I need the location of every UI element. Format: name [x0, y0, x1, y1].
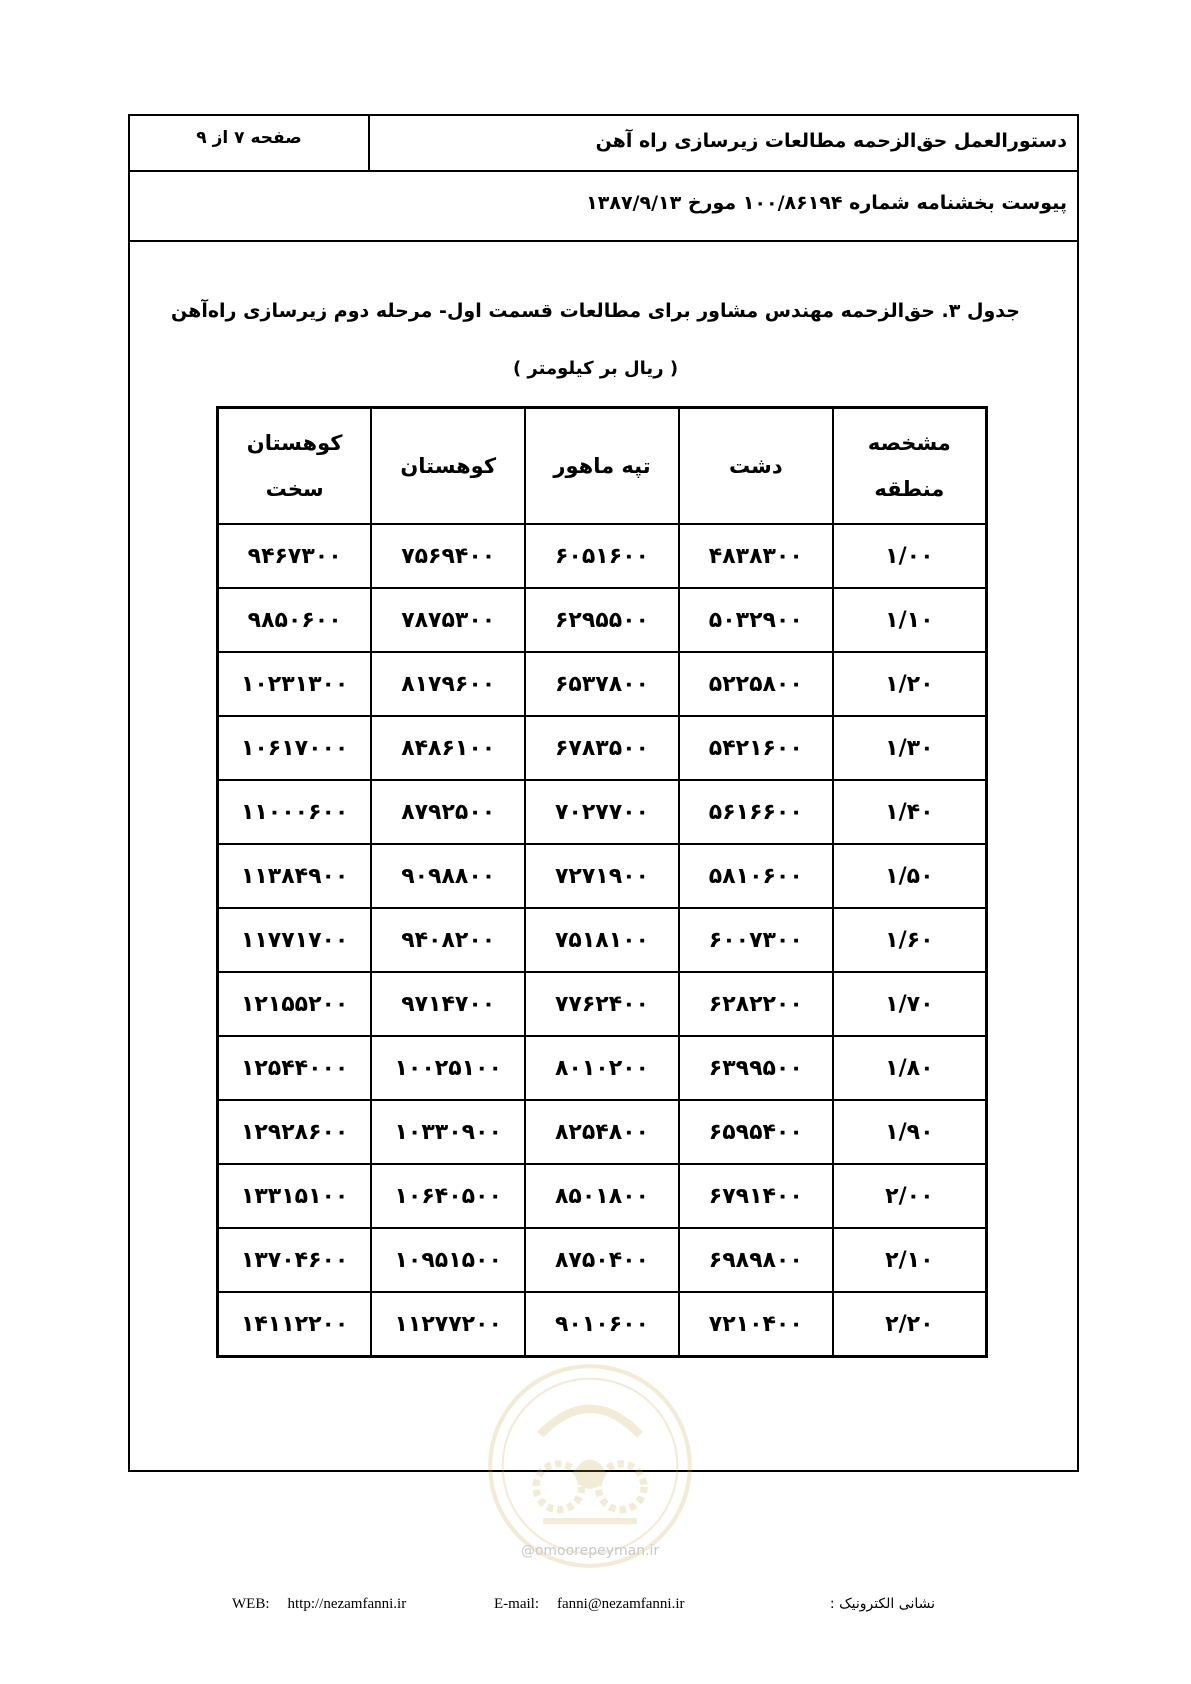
cell-hard: ۱۲۹۲۸۶۰۰: [218, 1100, 372, 1164]
cell-region: ۱/۰۰: [833, 524, 987, 588]
cell-region: ۱/۲۰: [833, 652, 987, 716]
cell-region: ۱/۸۰: [833, 1036, 987, 1100]
table-row: [218, 1164, 987, 1228]
footer-web-url[interactable]: http://nezamfanni.ir: [287, 1596, 407, 1612]
cell-mountain: ۷۵۶۹۴۰۰: [371, 524, 525, 588]
footer-email: [494, 1596, 685, 1613]
cell-mountain: ۹۷۱۴۷۰۰: [371, 972, 525, 1036]
cell-mountain: ۱۰۹۵۱۵۰۰: [371, 1228, 525, 1292]
cell-hard: ۱۲۵۴۴۰۰۰: [218, 1036, 372, 1100]
cell-hard: ۱۰۶۱۷۰۰۰: [218, 716, 372, 780]
cell-hilly: ۸۰۱۰۲۰۰: [525, 1036, 679, 1100]
cell-hilly: ۷۷۶۲۴۰۰: [525, 972, 679, 1036]
cell-plain: ۶۵۹۵۴۰۰: [679, 1100, 833, 1164]
cell-plain: ۷۲۱۰۴۰۰: [679, 1292, 833, 1357]
table-row: [218, 908, 987, 972]
cell-region: ۱/۵۰: [833, 844, 987, 908]
header-hilly: تپه ماهور: [525, 408, 679, 525]
footer-electronic-label: نشانی الکترونیک :: [829, 1596, 935, 1612]
header-divider: [368, 116, 370, 172]
cell-plain: ۵۴۲۱۶۰۰: [679, 716, 833, 780]
cell-hilly: ۸۲۵۴۸۰۰: [525, 1100, 679, 1164]
table-row: [218, 1036, 987, 1100]
cell-mountain: ۱۰۰۲۵۱۰۰: [371, 1036, 525, 1100]
cell-hilly: ۶۵۳۷۸۰۰: [525, 652, 679, 716]
cell-region: ۱/۱۰: [833, 588, 987, 652]
cell-hard: ۱۲۱۵۵۲۰۰: [218, 972, 372, 1036]
document-title: دستورالعمل حق‌الزحمه مطالعات زیرسازی راه آهن: [595, 130, 1067, 152]
cell-plain: ۶۷۹۱۴۰۰: [679, 1164, 833, 1228]
cell-mountain: ۸۷۹۲۵۰۰: [371, 780, 525, 844]
cell-hard: ۱۱۰۰۰۶۰۰: [218, 780, 372, 844]
cell-hard: ۱۱۳۸۴۹۰۰: [218, 844, 372, 908]
cell-mountain: ۸۴۸۶۱۰۰: [371, 716, 525, 780]
cell-region: ۱/۹۰: [833, 1100, 987, 1164]
footer-web: [232, 1596, 406, 1613]
cell-region: ۲/۰۰: [833, 1164, 987, 1228]
table-row: [218, 524, 987, 588]
cell-hilly: ۶۲۹۵۵۰۰: [525, 588, 679, 652]
cell-region: ۱/۷۰: [833, 972, 987, 1036]
header-hard-line2: سخت: [265, 477, 324, 501]
cell-mountain: ۸۱۷۹۶۰۰: [371, 652, 525, 716]
cell-hilly: ۶۷۸۳۵۰۰: [525, 716, 679, 780]
header-plain: دشت: [679, 408, 833, 525]
cell-hilly: ۷۰۲۷۷۰۰: [525, 780, 679, 844]
table-row: [218, 844, 987, 908]
cell-hilly: ۸۵۰۱۸۰۰: [525, 1164, 679, 1228]
cell-hard: ۱۴۱۱۲۲۰۰: [218, 1292, 372, 1357]
cell-mountain: ۹۰۹۸۸۰۰: [371, 844, 525, 908]
cell-hard: ۱۳۷۰۴۶۰۰: [218, 1228, 372, 1292]
cell-region: ۱/۶۰: [833, 908, 987, 972]
reference-row: [130, 172, 1077, 242]
cell-mountain: ۹۴۰۸۲۰۰: [371, 908, 525, 972]
cell-hilly: ۸۷۵۰۴۰۰: [525, 1228, 679, 1292]
header-region-line1: مشخصه: [867, 431, 951, 455]
table-row: [218, 1100, 987, 1164]
header-hard-mountain: [218, 408, 372, 525]
table-unit: ( ریال بر کیلومتر ): [512, 358, 679, 379]
cell-hard: ۹۴۶۷۳۰۰: [218, 524, 372, 588]
cell-mountain: ۷۸۷۵۳۰۰: [371, 588, 525, 652]
cell-hard: ۱۰۲۳۱۳۰۰: [218, 652, 372, 716]
table-row: [218, 588, 987, 652]
table-row: [218, 1228, 987, 1292]
footer-email-label: E-mail:: [494, 1596, 539, 1612]
header-region: [833, 408, 987, 525]
cell-hard: ۹۸۵۰۶۰۰: [218, 588, 372, 652]
watermark-site: @omoorepeyman.ir: [520, 1543, 660, 1559]
cell-plain: ۵۲۲۵۸۰۰: [679, 652, 833, 716]
cell-hilly: ۹۰۱۰۶۰۰: [525, 1292, 679, 1357]
cell-plain: ۶۳۹۹۵۰۰: [679, 1036, 833, 1100]
cell-plain: ۶۲۸۲۲۰۰: [679, 972, 833, 1036]
cell-plain: ۵۸۱۰۶۰۰: [679, 844, 833, 908]
cell-plain: ۴۸۳۸۳۰۰: [679, 524, 833, 588]
fee-table: [216, 406, 988, 1358]
watermark-seal-icon: [486, 1362, 694, 1570]
cell-mountain: ۱۰۶۴۰۵۰۰: [371, 1164, 525, 1228]
table-row: [218, 1292, 987, 1357]
header-region-line2: منطقه: [874, 477, 945, 501]
circular-reference: پیوست بخشنامه شماره ۱۰۰/۸۶۱۹۴ مورخ ۱۳۸۷/۹/۱۳: [586, 192, 1067, 214]
cell-region: ۲/۲۰: [833, 1292, 987, 1357]
header-row: [130, 116, 1077, 172]
header-hard-line1: کوهستان: [246, 431, 343, 455]
table-row: [218, 780, 987, 844]
footer-web-label: WEB:: [232, 1596, 270, 1612]
cell-plain: ۶۹۸۹۸۰۰: [679, 1228, 833, 1292]
cell-hard: ۱۳۳۱۵۱۰۰: [218, 1164, 372, 1228]
table-header-row: [218, 408, 987, 525]
cell-region: ۱/۴۰: [833, 780, 987, 844]
cell-hilly: ۶۰۵۱۶۰۰: [525, 524, 679, 588]
cell-region: ۲/۱۰: [833, 1228, 987, 1292]
cell-plain: ۶۰۰۷۳۰۰: [679, 908, 833, 972]
cell-mountain: ۱۰۳۳۰۹۰۰: [371, 1100, 525, 1164]
cell-plain: ۵۰۳۲۹۰۰: [679, 588, 833, 652]
cell-plain: ۵۶۱۶۶۰۰: [679, 780, 833, 844]
header-mountain: کوهستان: [371, 408, 525, 525]
cell-hilly: ۷۲۷۱۹۰۰: [525, 844, 679, 908]
table-row: [218, 972, 987, 1036]
table-caption: جدول ۳. حق‌الزحمه مهندس مشاور برای مطالعات قسمت اول- مرحله دوم زیرسازی راه‌آهن: [171, 300, 1020, 322]
cell-hard: ۱۱۷۷۱۷۰۰: [218, 908, 372, 972]
cell-hilly: ۷۵۱۸۱۰۰: [525, 908, 679, 972]
page-number: صفحه ۷ از ۹: [196, 128, 302, 148]
cell-region: ۱/۳۰: [833, 716, 987, 780]
footer-email-address[interactable]: fanni@nezamfanni.ir: [557, 1596, 685, 1612]
cell-mountain: ۱۱۲۷۷۲۰۰: [371, 1292, 525, 1357]
table-row: [218, 716, 987, 780]
table-row: [218, 652, 987, 716]
